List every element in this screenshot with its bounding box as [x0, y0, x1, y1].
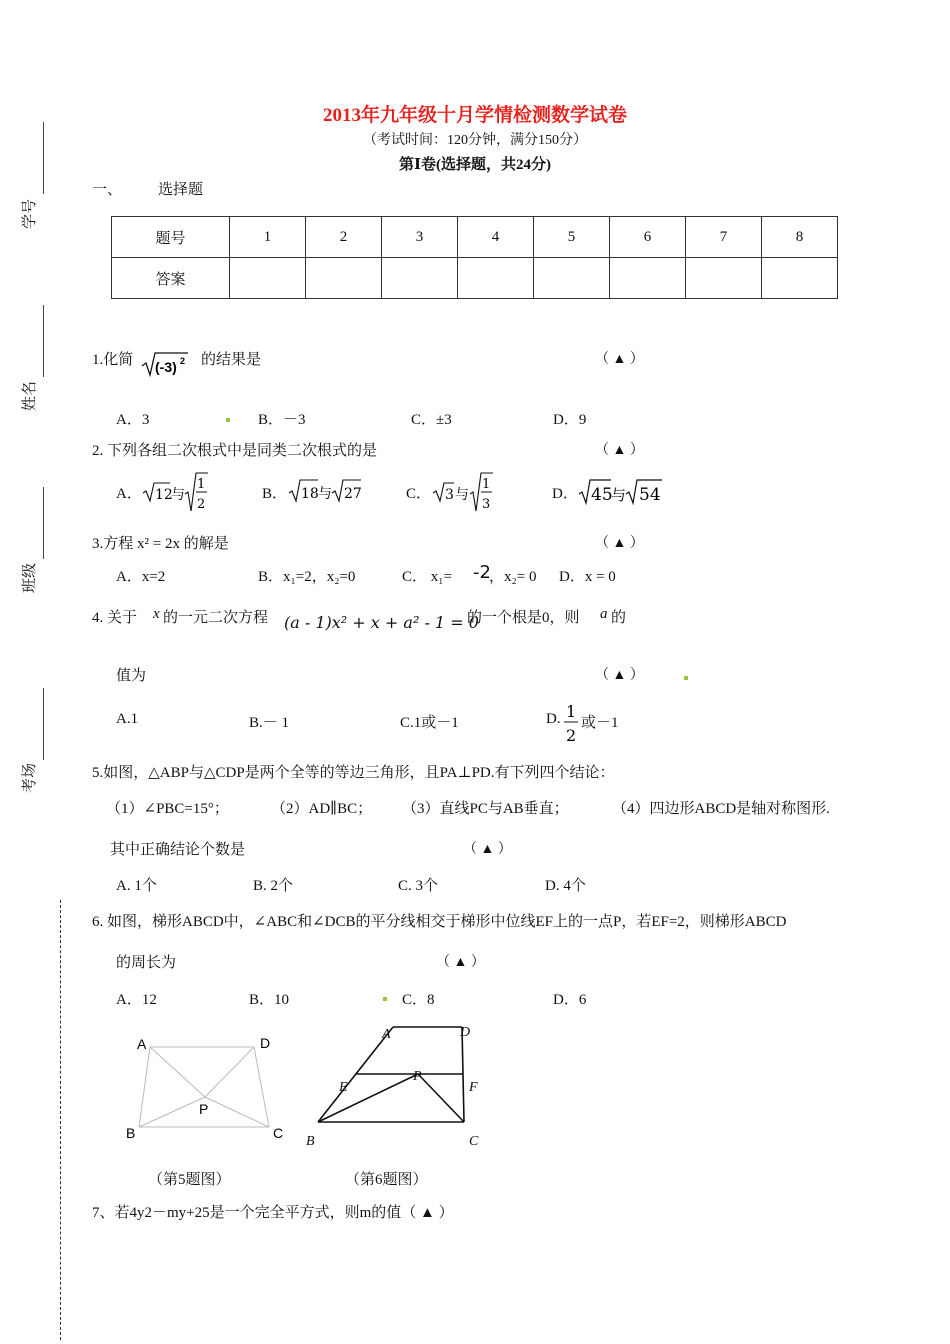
fig6-label-p: P	[413, 1069, 422, 1084]
q7-stem: 7、若4y2－my+25是一个完全平方式，则m的值（ ▲ ）	[92, 1205, 454, 1221]
q1-radical	[140, 350, 190, 380]
q3-option-d[interactable]: D．x = 0	[559, 569, 616, 585]
answer-cell[interactable]	[534, 258, 610, 299]
side-label-exam-room: 考场	[22, 762, 38, 793]
q5-option-b[interactable]: B. 2个	[253, 878, 294, 894]
q5-conclusion-3: （3）直线PC与AB垂直；	[402, 801, 569, 817]
stray-dot	[383, 997, 387, 1001]
answer-cell[interactable]	[306, 258, 382, 299]
q3-option-c[interactable]: C． x₁=	[402, 569, 452, 585]
fig6-label-f: F	[469, 1080, 478, 1095]
table-cell-number: 5	[534, 217, 610, 258]
table-cell-number: 3	[382, 217, 458, 258]
q2-option-a-expr	[142, 472, 212, 514]
q3-option-b[interactable]: B．x₁=2，x₂=0	[258, 569, 356, 585]
q4-var-a: a	[600, 606, 608, 622]
binding-dashed-line	[60, 900, 61, 1340]
q5-option-d[interactable]: D. 4个	[545, 878, 586, 894]
stray-dot	[684, 676, 688, 680]
q2-a-numerator: 1	[197, 477, 206, 492]
figure-6-lines	[318, 1027, 464, 1122]
fig5-label-b: B	[126, 1125, 136, 1141]
side-line-4	[43, 688, 44, 760]
exam-title: 2013年九年级十月学情检测数学试卷	[322, 105, 627, 126]
q4-option-d-tail: 或－1	[581, 715, 619, 731]
q6-option-b[interactable]: B．10	[249, 992, 290, 1008]
q5-stem: 5.如图，△ABP与△CDP是两个全等的等边三角形，且PA⊥PD.有下列四个结论：	[92, 765, 615, 781]
q3-answer-mark: （ ▲ ）	[595, 536, 644, 551]
answer-cell[interactable]	[458, 258, 534, 299]
table-header-label: 题号	[112, 217, 230, 258]
q2-option-b-letter[interactable]: B．	[262, 486, 288, 502]
q2-option-d-letter[interactable]: D．	[552, 486, 578, 502]
q2-d-radicand-2: 54	[639, 485, 661, 505]
fig5-label-d: D	[260, 1035, 271, 1051]
figure-5	[120, 1030, 300, 1145]
q6-stem: 6. 如图，梯形ABCD中，∠ABC和∠DCB的平分线相交于梯形中位线EF上的一点P，若EF=2，则梯形ABCD	[92, 914, 787, 930]
q3-option-a[interactable]: A．x=2	[116, 569, 166, 585]
q2-option-c-expr	[432, 472, 502, 514]
q5-prompt: 其中正确结论个数是	[110, 842, 246, 858]
fig6-label-e: E	[339, 1080, 348, 1095]
q6-answer-mark: （ ▲ ）	[436, 955, 485, 970]
q4-option-c[interactable]: C.1或－1	[400, 715, 459, 731]
fig6-label-a: A	[382, 1027, 391, 1042]
q4-d-numerator: 1	[566, 702, 577, 721]
q6-line2: 的周长为	[116, 955, 177, 971]
exam-subtitle: （考试时间：120分钟，满分150分）	[363, 133, 587, 148]
side-label-class: 班级	[22, 562, 38, 593]
figure-6	[300, 1020, 500, 1155]
q1-option-a[interactable]: A．3	[116, 412, 150, 428]
table-cell-number: 7	[686, 217, 762, 258]
q2-d-radicand-1: 45	[591, 485, 613, 505]
q3-option-c-tail: ，x₂= 0	[489, 569, 537, 585]
q2-option-a-letter[interactable]: A．	[116, 486, 142, 502]
q2-stem: 2. 下列各组二次根式中是同类二次根式的是	[92, 443, 378, 459]
q4-equation: (a - 1)x² + x + a² - 1 = 0	[284, 613, 479, 632]
table-row-answers	[112, 258, 838, 299]
table-cell-number: 4	[458, 217, 534, 258]
side-line-3	[43, 487, 44, 559]
part-heading: 第Ⅰ卷(选择题，共24分)	[398, 157, 551, 173]
q5-conclusion-1: （1）∠PBC=15°；	[106, 801, 229, 817]
q1-exponent: 2	[180, 356, 186, 366]
q5-answer-mark: （ ▲ ）	[463, 842, 512, 857]
answer-cell[interactable]	[686, 258, 762, 299]
section-name: 选择题	[158, 182, 204, 198]
q5-option-a[interactable]: A. 1个	[116, 878, 157, 894]
fig6-label-b: B	[306, 1134, 315, 1149]
answer-table	[111, 216, 838, 299]
side-line-2	[43, 305, 44, 377]
section-number: 一、	[92, 182, 123, 198]
q2-answer-mark: （ ▲ ）	[595, 443, 644, 458]
q4-stem-b: 的一元二次方程	[163, 610, 269, 626]
q1-option-b[interactable]: B．－3	[258, 412, 306, 428]
answer-cell[interactable]	[382, 258, 458, 299]
q2-d-connector: 与	[611, 486, 627, 504]
side-label-student-id: 学号	[22, 198, 38, 229]
q4-option-b[interactable]: B.－ 1	[249, 715, 290, 731]
table-answer-label: 答案	[112, 258, 230, 299]
fig6-caption: （第6题图）	[345, 1172, 428, 1188]
q3-option-c-value: -2	[473, 562, 491, 583]
stray-dot	[226, 418, 230, 422]
q4-stem-d: 的	[611, 610, 627, 626]
q1-stem: 1.化简	[92, 352, 134, 368]
q6-option-a[interactable]: A．12	[116, 992, 157, 1008]
q1-answer-mark: （ ▲ ）	[595, 352, 644, 367]
q4-option-a[interactable]: A.1	[116, 711, 139, 727]
q2-c-connector: 与	[455, 487, 469, 503]
q2-c-denominator: 3	[482, 497, 491, 512]
q2-b-radicand-1: 18	[301, 486, 319, 502]
answer-cell[interactable]	[610, 258, 686, 299]
q6-option-c[interactable]: C．8	[402, 992, 435, 1008]
q5-conclusion-4: （4）四边形ABCD是轴对称图形.	[612, 801, 830, 817]
q2-b-radicand-2: 27	[344, 486, 362, 502]
q4-line2: 值为	[116, 668, 147, 684]
q1-option-c[interactable]: C．±3	[411, 412, 452, 428]
q4-stem-c: 的一个根是0，则	[467, 610, 580, 626]
table-cell-number: 6	[610, 217, 686, 258]
q4-var-x: x	[153, 606, 160, 622]
side-line-1	[43, 122, 44, 194]
side-label-name: 姓名	[22, 380, 38, 411]
q6-option-d[interactable]: D．6	[553, 992, 587, 1008]
fig5-label-p: P	[199, 1101, 209, 1117]
q1-radicand: (-3)	[155, 359, 177, 375]
table-cell-number: 8	[762, 217, 838, 258]
q5-option-c[interactable]: C. 3个	[398, 878, 439, 894]
q2-a-radicand: 12	[155, 487, 173, 503]
q2-option-b-expr	[288, 476, 368, 506]
q4-answer-mark: （ ▲ ）	[595, 668, 644, 683]
fig6-label-c: C	[469, 1134, 479, 1149]
q2-a-connector: 与	[171, 487, 185, 503]
answer-cell[interactable]	[230, 258, 306, 299]
q4-option-d-fraction	[562, 700, 582, 746]
table-row-numbers	[112, 217, 838, 258]
q4-stem-a: 4. 关于	[92, 610, 138, 626]
q4-option-d-letter[interactable]: D.	[546, 711, 561, 727]
q2-b-connector: 与	[318, 486, 332, 502]
q2-c-numerator: 1	[482, 477, 491, 492]
q4-d-denominator: 2	[566, 726, 577, 745]
fig5-label-a: A	[137, 1036, 147, 1052]
fig6-label-d: D	[460, 1025, 471, 1040]
fig5-caption: （第5题图）	[148, 1172, 231, 1188]
q2-option-d-expr	[578, 476, 668, 508]
q2-option-c-letter[interactable]: C．	[406, 486, 432, 502]
table-cell-number: 2	[306, 217, 382, 258]
q1-option-d[interactable]: D．9	[553, 412, 587, 428]
table-cell-number: 1	[230, 217, 306, 258]
q2-c-radicand: 3	[445, 487, 454, 503]
q1-tail: 的结果是	[201, 352, 262, 368]
answer-cell[interactable]	[762, 258, 838, 299]
q5-conclusion-2: （2）AD∥BC；	[271, 801, 373, 817]
q2-a-denominator: 2	[197, 497, 206, 512]
fig5-label-c: C	[273, 1125, 284, 1141]
q3-stem: 3.方程 x² = 2x 的解是	[92, 536, 229, 552]
